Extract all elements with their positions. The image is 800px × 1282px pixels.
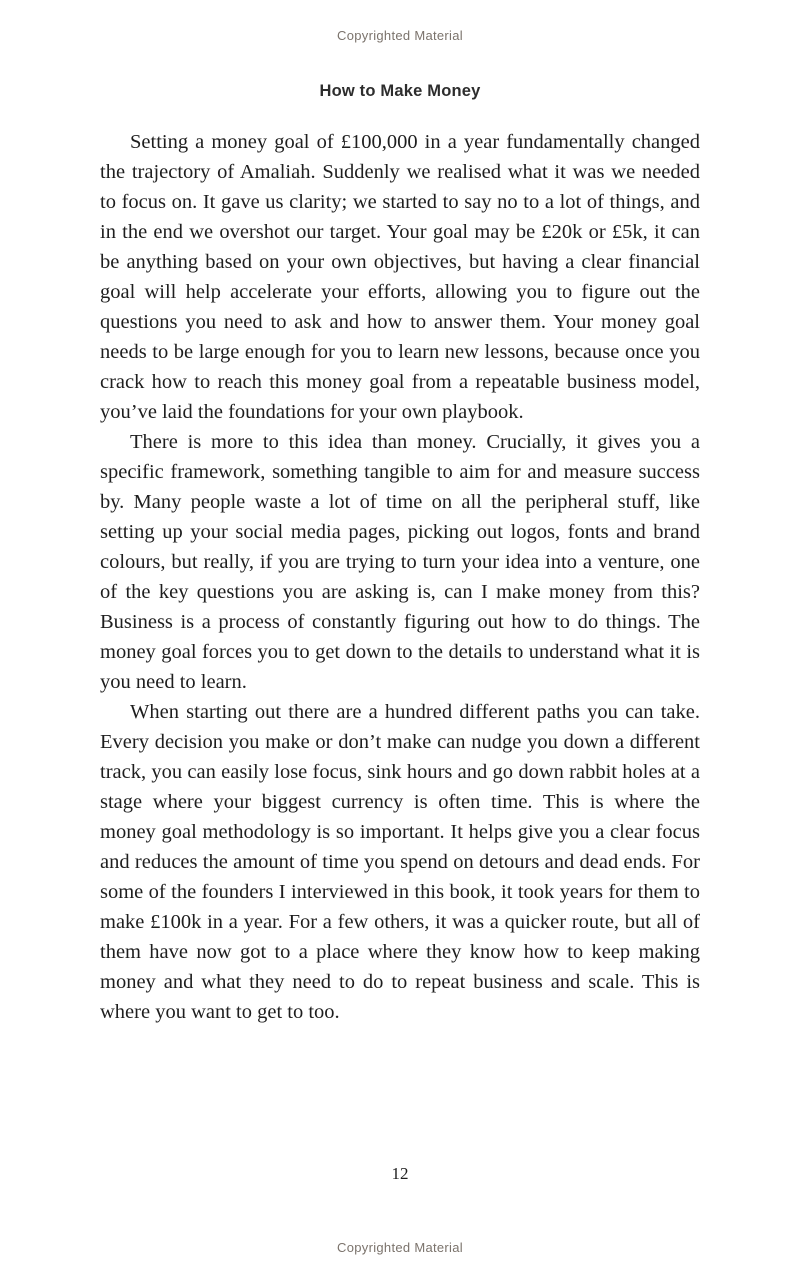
page-number: 12 bbox=[391, 1164, 409, 1183]
copyright-notice-bottom: Copyrighted Material bbox=[337, 1240, 463, 1255]
running-head-chapter-title: How to Make Money bbox=[319, 82, 481, 100]
paragraph-1: Setting a money goal of £100,000 in a year fundamentally changed the trajectory of Amaliah. Suddenly we realised what it was we needed to focus on. It gave us clarity; we started to say no to a lot of things, and in the end we overshot our target. Your goal may be £20k or £5k, it can be anything based on your own objectives, but having a clear financial goal will help accelerate your efforts, allowing you to figure out the questions you need to ask and how to answer them. Your money goal needs to be large enough for you to learn new lessons, because once you crack how to reach this money goal from a repeatable business model, you’ve laid the foundations for your own playbook. bbox=[100, 131, 700, 423]
copyright-notice-top: Copyrighted Material bbox=[337, 28, 463, 43]
paragraph-3: When starting out there are a hundred different paths you can take. Every decision you make or don’t make can nudge you down a different track, you can easily lose focus, sink hours and go down rabbit holes at a stage where your biggest currency is often time. This is where the money goal methodology is so important. It helps give you a clear focus and reduces the amount of time you spend on detours and dead ends. For some of the founders I interviewed in this book, it took years for them to make £100k in a year. For a few others, it was a quicker route, but all of them have now got to a place where they know how to keep making money and what they need to do to repeat business and scale. This is where you want to get to too. bbox=[100, 701, 700, 1023]
body-text-block bbox=[100, 127, 700, 1027]
paragraph-2: There is more to this idea than money. Crucially, it gives you a specific framework, something tangible to aim for and measure success by. Many people waste a lot of time on all the peripheral stuff, like setting up your social media pages, picking out logos, fonts and brand colours, but really, if you are trying to turn your idea into a venture, one of the key questions you are asking is, can I make money from this? Business is a process of constantly figuring out how to do things. The money goal forces you to get down to the details to understand what it is you need to learn. bbox=[100, 431, 700, 693]
